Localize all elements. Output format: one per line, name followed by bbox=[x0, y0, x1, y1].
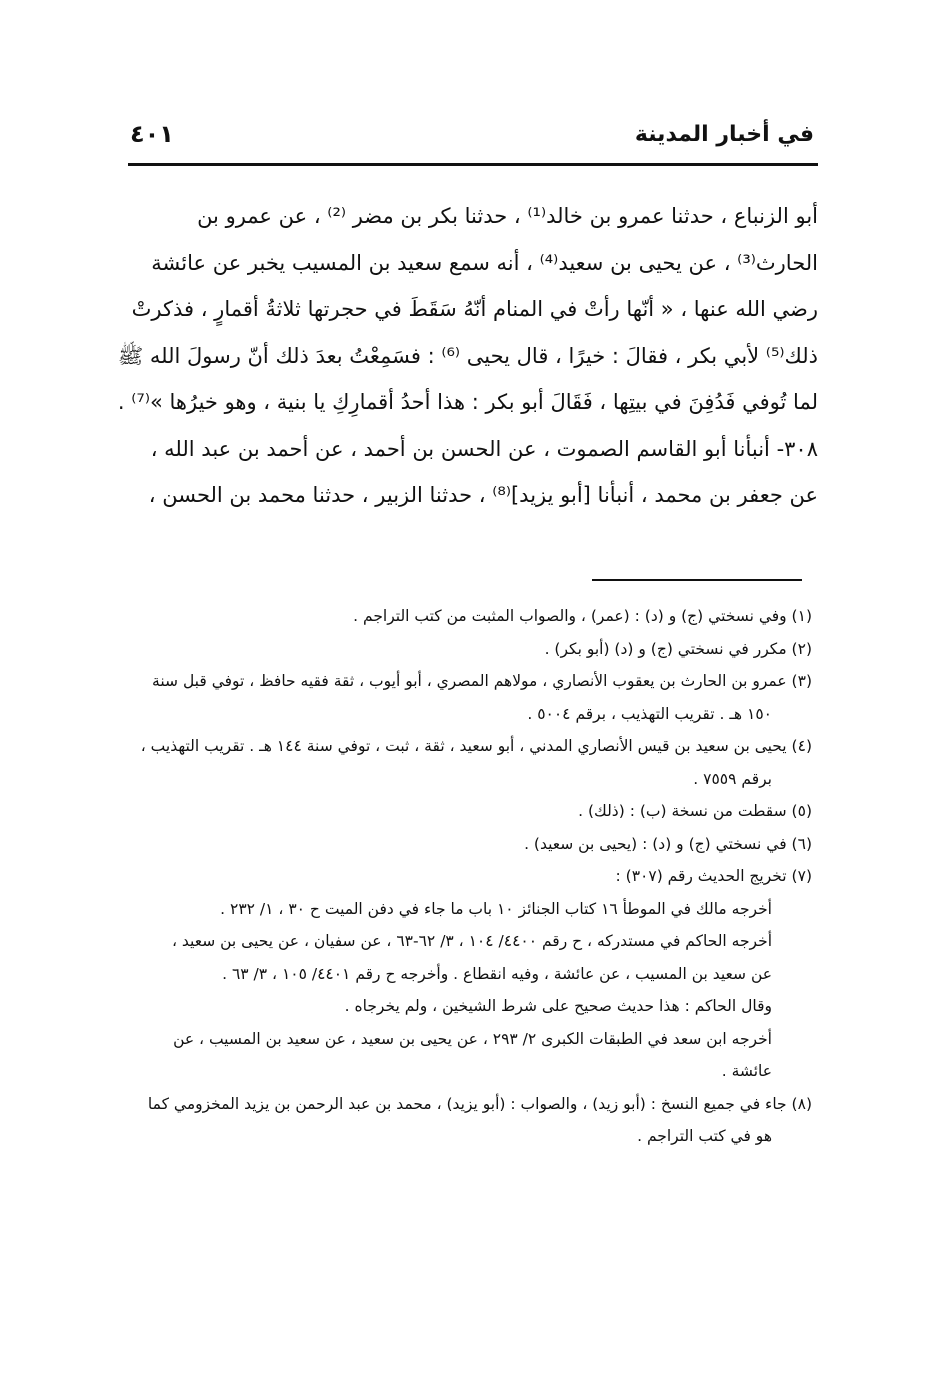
page-number: ٤٠١ bbox=[130, 120, 174, 148]
footnote-line: (٥) سقطت من نسخة (ب) : (ذلك) . bbox=[578, 802, 812, 820]
main-line: لما تُوفي فَدُفِنَ في بيتِها ، فَقَالَ أبو بكر : هذا أحدُ أقمارِكِ يا بنية ، وهو خيرُها »⁽⁷⁾ . bbox=[117, 390, 818, 414]
main-line: ٣٠٨- أنبأنا أبو القاسم الصموت ، عن الحسن بن أحمد ، عن أحمد بن عبد الله ، bbox=[150, 436, 818, 461]
footnote-line: (٢) مكرر في نسختي (ج) و (د) (أبو بكر) . bbox=[544, 639, 812, 658]
footnote-line: (١) وفي نسختي (ج) و (د) : (عمر) ، والصواب المثبت من كتب التراجم . bbox=[353, 607, 812, 625]
main-line: أبو الزنباع ، حدثنا عمرو بن خالد⁽¹⁾ ، حدثنا بكر بن مضر ⁽²⁾ ، عن عمرو بن bbox=[197, 204, 818, 228]
footnotes bbox=[132, 600, 812, 1153]
footnote-line: برقم ٧٥٥٩ . bbox=[693, 769, 772, 788]
footnote-separator bbox=[592, 579, 802, 581]
footnote-line: وقال الحاكم : هذا حديث صحيح على شرط الشيخين ، ولم يخرجاه . bbox=[344, 997, 772, 1015]
footnote-line: عن سعيد بن المسيب ، عن عائشة ، وفيه انقطاع . وأخرجه ح رقم ٤٤٠١/ ١٠٥ ، ٣/ ٦٣ . bbox=[222, 964, 772, 983]
header-rule bbox=[128, 163, 818, 166]
main-line: ذلك⁽⁵⁾ لأبي بكر ، فقالَ : خيرًا ، قال يحيى ⁽⁶⁾ : فسَمِعْتُ بعدَ ذلك أنّ رسولَ الله ﷺ bbox=[117, 343, 818, 368]
footnote-line: أخرجه الحاكم في مستدركه ، ح رقم ٤٤٠٠/ ١٠٤ ، ٣/ ٦٢-٦٣ ، عن سفيان ، عن يحيى بن سعيد ، bbox=[171, 932, 772, 950]
footnote-line: عائشة . bbox=[721, 1062, 772, 1080]
page-header bbox=[128, 118, 814, 158]
footnote-line: (٦) في نسختي (ج) و (د) : (يحيى بن سعيد) . bbox=[524, 834, 812, 853]
footnote-line: ١٥٠ هـ . تقريب التهذيب ، برقم ٥٠٠٤ . bbox=[527, 704, 772, 723]
main-text bbox=[117, 193, 818, 519]
main-line: عن جعفر بن محمد ، أنبأنا [أبو يزيد]⁽⁸⁾ ، حدثنا الزبير ، حدثنا محمد بن الحسن ، bbox=[148, 483, 818, 507]
footnote-line: أخرجه ابن سعد في الطبقات الكبرى ٢/ ٢٩٣ ، عن يحيى بن سعيد ، عن سعيد بن المسيب ، عن bbox=[173, 1029, 772, 1048]
footnote-line: (٧) تخريج الحديث رقم (٣٠٧) : bbox=[615, 867, 812, 885]
footnote-line: (٣) عمرو بن الحارث بن يعقوب الأنصاري ، مولاهم المصري ، أبو أيوب ، ثقة فقيه حافظ ، توفي قبل سنة bbox=[152, 672, 812, 690]
footnote-line: هو في كتب التراجم . bbox=[637, 1127, 772, 1145]
running-title: في أخبار المدينة bbox=[634, 122, 814, 147]
main-line: رضي الله عنها ، « أنّها رأتْ في المنام أنّهُ سَقَطَ في حجرتها ثلاثةُ أقمارٍ ، فذكرتْ bbox=[131, 297, 818, 321]
footnote-line: (٨) جاء في جميع النسخ : (أبو زيد) ، والصواب : (أبو يزيد) ، محمد بن عبد الرحمن بن يزيد المخزومي كما bbox=[147, 1094, 812, 1113]
main-line: الحارث⁽³⁾ ، عن يحيى بن سعيد⁽⁴⁾ ، أنه سمع سعيد بن المسيب يخبر عن عائشة bbox=[151, 250, 818, 275]
footnote-line: (٤) يحيى بن سعيد بن قيس الأنصاري المدني ، أبو سعيد ، ثقة ، ثبت ، توفي سنة ١٤٤ هـ . تقريب التهذيب ، bbox=[140, 737, 812, 755]
footnote-line: أخرجه مالك في الموطأ ١٦ كتاب الجنائز ١٠ باب ما جاء في دفن الميت ح ٣٠ ، ١/ ٢٣٢ . bbox=[220, 899, 772, 918]
